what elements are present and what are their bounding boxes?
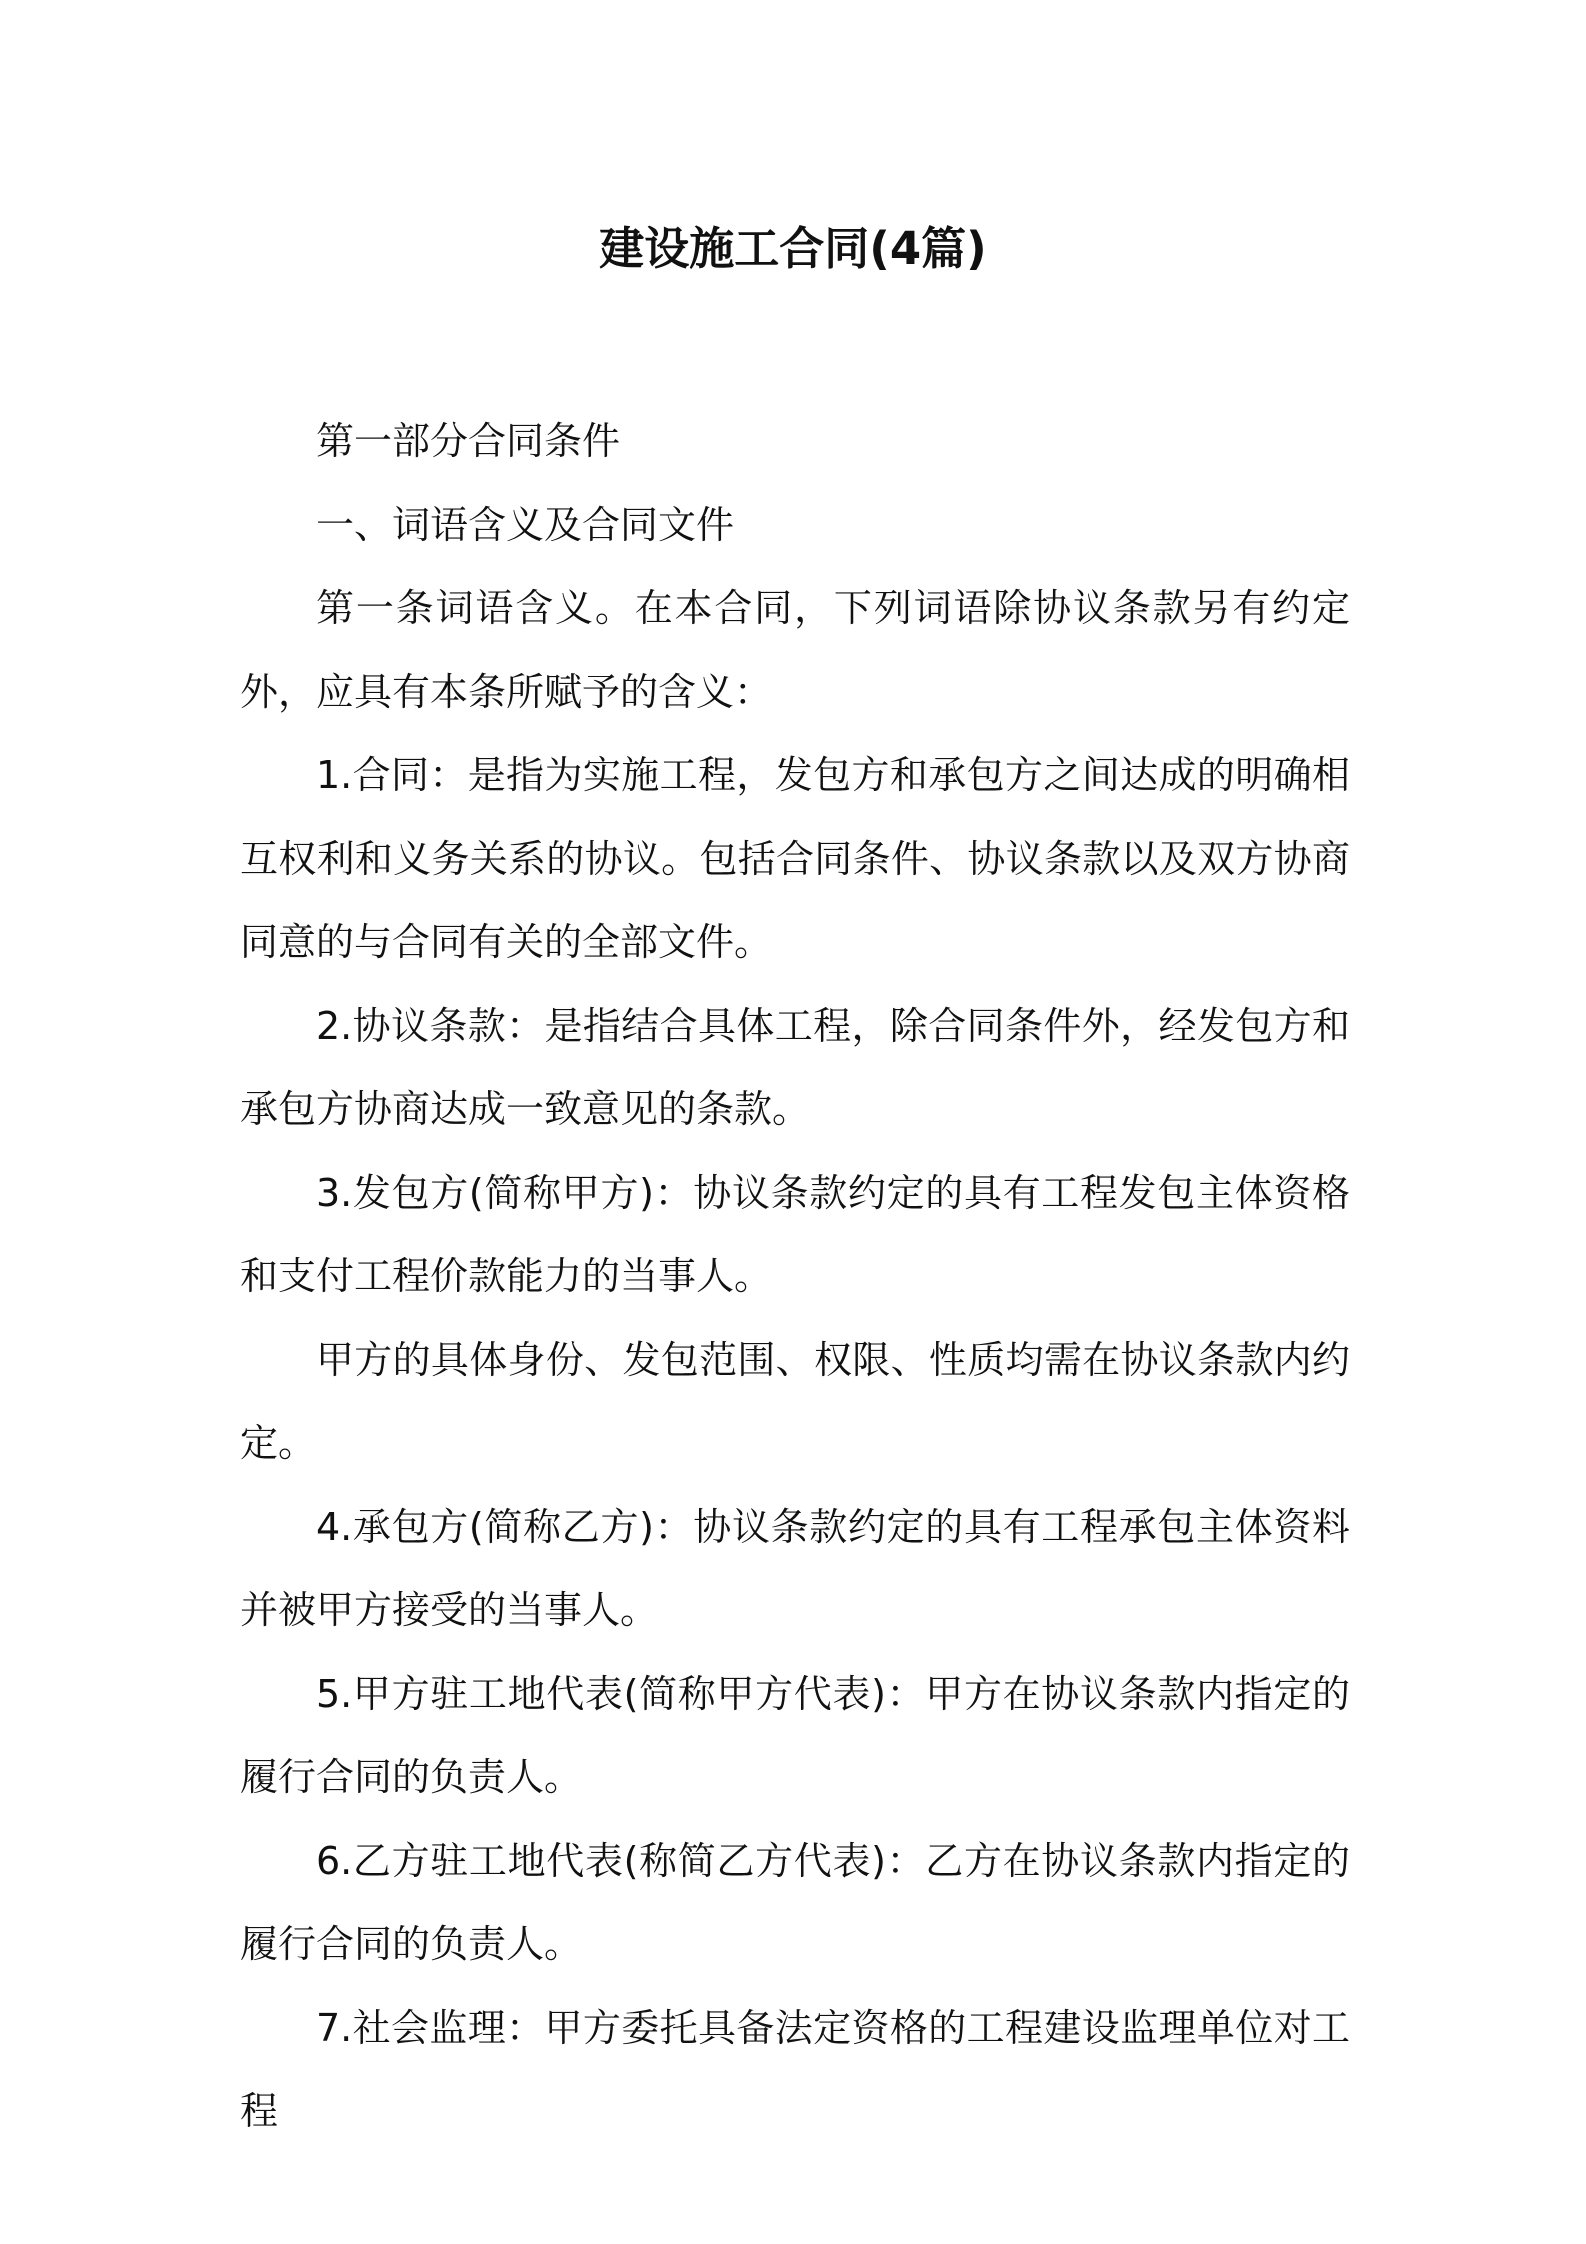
document-body — [240, 400, 1350, 2154]
paragraph: 2.协议条款：是指结合具体工程，除合同条件外，经发包方和承包方协商达成一致意见的条款。 — [240, 1003, 1350, 1131]
paragraph: 7.社会监理：甲方委托具备法定资格的工程建设监理单位对工程 — [240, 2005, 1350, 2133]
paragraph: 5.甲方驻工地代表(简称甲方代表)：甲方在协议条款内指定的履行合同的负责人。 — [240, 1671, 1350, 1799]
paragraph: 第一部分合同条件 — [316, 419, 621, 463]
paragraph: 第一条词语含义。在本合同，下列词语除协议条款另有约定外，应具有本条所赋予的含义： — [240, 586, 1350, 714]
document-title: 建设施工合同(4篇) — [599, 222, 987, 275]
paragraph: 一、词语含义及合同文件 — [316, 502, 735, 547]
paragraph: 甲方的具体身份、发包范围、权限、性质均需在协议条款内约定。 — [240, 1337, 1350, 1465]
paragraph: 1.合同：是指为实施工程，发包方和承包方之间达成的明确相互权利和义务关系的协议。包括合同条件、协议条款以及双方协商同意的与合同有关的全部文件。 — [240, 753, 1350, 964]
paragraph: 6.乙方驻工地代表(称简乙方代表)：乙方在协议条款内指定的履行合同的负责人。 — [240, 1838, 1350, 1966]
paragraph: 4.承包方(简称乙方)：协议条款约定的具有工程承包主体资料并被甲方接受的当事人。 — [240, 1504, 1350, 1632]
paragraph: 3.发包方(简称甲方)：协议条款约定的具有工程发包主体资格和支付工程价款能力的当事人。 — [240, 1170, 1350, 1298]
